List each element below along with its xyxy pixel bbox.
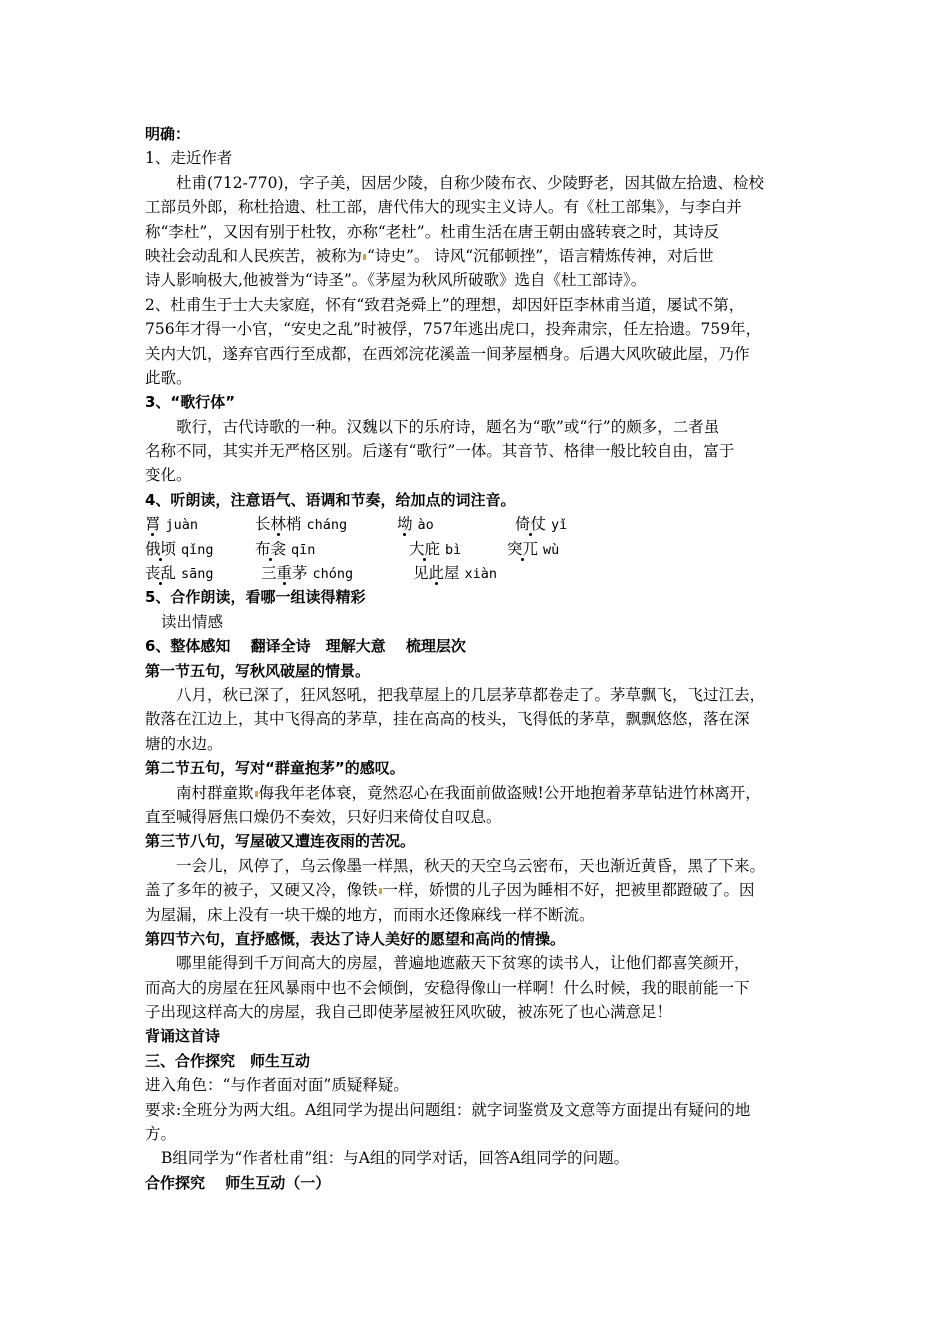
paragraph-line: 南村群童欺 侮我年老体衰，竟然忍心在我面前做盗贼!公开地抱着茅草钻进竹林离开， <box>176 783 761 802</box>
pinyin-item <box>397 512 434 537</box>
heading-cooperate-1: 合作探究 师生互动（一） <box>145 1173 331 1192</box>
paragraph-line: 读出情感 <box>161 612 224 631</box>
dotted-word: 大庇 <box>409 539 441 558</box>
pinyin-item <box>145 561 214 586</box>
heading-author: 1、走近作者 <box>145 149 233 168</box>
pinyin-item <box>409 537 461 562</box>
paragraph-line: 工部员外郎，称杜拾遗、杜工部，唐代伟大的现实主义诗人。有《杜工部集》，与李白并 <box>145 198 742 217</box>
dotted-word: 罥 <box>145 515 161 534</box>
paragraph-line: 关内大饥，遂弃官西行至成都，在西郊浣花溪盖一间茅屋栖身。后遇大风吹破此屋，乃作 <box>145 344 750 363</box>
dotted-word: 长林梢 <box>255 515 302 534</box>
pinyin-row <box>145 537 815 561</box>
paragraph-line: 八月，秋已深了，狂风怒吼，把我草屋上的几层茅草都卷走了。茅草飘飞，飞过江去， <box>176 685 766 704</box>
pinyin-item <box>507 537 559 562</box>
paragraph-line: 名称不同，其实并无严格区别。后遂有“歌行”一体。其音节、格律一般比较自由，富于 <box>145 442 735 461</box>
pinyin-text: juàn <box>165 517 199 534</box>
pinyin-text: qīn <box>291 541 316 558</box>
pinyin-text: sāng <box>181 566 214 583</box>
paragraph-line: 为屋漏，床上没有一块干燥的地方，而雨水还像麻线一样不断流。 <box>145 905 595 924</box>
heading-overall: 6、整体感知 翻译全诗 理解大意 梳理层次 <box>145 637 466 656</box>
paragraph-line: 756年才得一小官，“安史之乱”时被俘，757年逃出虎口，投奔肃宗，任左拾遗。759年， <box>145 320 762 339</box>
paragraph-line: 要求:全班分为两大组。A组同学为提出问题组：就字词鉴赏及文意等方面提出有疑问的地 <box>145 1100 751 1119</box>
pinyin-text: xiàn <box>464 566 498 583</box>
paragraph-line: 哪里能得到千万间高大的房屋，普遍地遮蔽天下贫寒的读书人，让他们都喜笑颜开， <box>176 954 750 973</box>
pinyin-text: bì <box>445 541 462 558</box>
section-heading-4: 第四节六句，直抒感慨，表达了诗人美好的愿望和高尚的情操。 <box>145 929 566 948</box>
dotted-word: 丧乱 <box>145 564 177 583</box>
pinyin-item <box>413 561 497 586</box>
paragraph-line: 散落在江边上，其中飞得高的茅草，挂在高高的枝头，飞得低的茅草，飘飘悠悠，落在深 <box>145 710 750 729</box>
pinyin-item <box>145 512 198 537</box>
heading-genre: 3、“歌行体” <box>145 393 236 412</box>
paragraph-line: 杜甫(712-770)，字子美，因居少陵，自称少陵布衣、少陵野老，因其做左拾遗、检校 <box>176 173 765 192</box>
paragraph-line: 子出现这样高大的房屋，我自己即使茅屋被狂风吹破，被冻死了也心满意足！ <box>145 1003 673 1022</box>
edit-mark <box>363 254 366 260</box>
pinyin-text: yǐ <box>551 517 568 534</box>
paragraph-line: B组同学为“作者杜甫”组：与A组的同学对话，回答A组同学的问题。 <box>161 1149 630 1168</box>
paragraph-line: 塘的水边。 <box>145 734 223 753</box>
paragraph-line: 方。 <box>145 1125 177 1144</box>
edit-mark <box>255 791 258 797</box>
section-heading-3: 第三节八句，写屋破又遭连夜雨的苦况。 <box>145 832 416 851</box>
pinyin-item <box>261 561 353 586</box>
paragraph-line: 一会儿，风停了，乌云像墨一样黑，秋天的天空乌云密布，天也渐近黄昏，黑了下来。 <box>176 856 766 875</box>
document-page <box>145 122 815 1195</box>
pinyin-text: qǐng <box>181 541 214 558</box>
paragraph-line: 歌行，古代诗歌的一种。汉魏以下的乐府诗，题名为“歌”或“行”的颇多，二者虽 <box>176 417 720 436</box>
heading-recite: 背诵这首诗 <box>145 1027 221 1046</box>
edit-mark <box>379 888 382 894</box>
pinyin-text: cháng <box>306 517 348 534</box>
dotted-word: 三重茅 <box>261 564 308 583</box>
paragraph-line: 映社会动乱和人民疾苦，被称为 “诗史”。 诗风“沉郁顿挫”，语言精炼传神，对后世 <box>145 246 714 265</box>
pinyin-text: wù <box>543 541 560 558</box>
pinyin-item <box>255 537 315 562</box>
dotted-word: 突兀 <box>507 539 539 558</box>
paragraph-line: 2、杜甫生于士大夫家庭，怀有“致君尧舜上”的理想，却因奸臣李林甫当道，屡试不第， <box>145 295 745 314</box>
pinyin-item <box>515 512 567 537</box>
paragraph-line: 而高大的房屋在狂风暴雨中也不会倾倒，安稳得像山一样啊！什么时候，我的眼前能一下 <box>145 978 750 997</box>
dotted-word: 倚仗 <box>515 515 547 534</box>
dotted-word: 见此屋 <box>413 564 460 583</box>
heading-clarify: 明确： <box>145 125 191 143</box>
pinyin-text: ào <box>417 517 434 534</box>
pinyin-text: chóng <box>312 566 354 583</box>
paragraph-line: 进入角色：“与作者面对面”质疑释疑。 <box>145 1076 409 1095</box>
pinyin-row <box>145 512 815 536</box>
paragraph-line: 变化。 <box>145 466 192 485</box>
heading-reading: 4、听朗读，注意语气、语调和节奏，给加点的词注音。 <box>145 490 516 509</box>
paragraph-line: 称“李杜”，又因有别于杜牧，亦称“老杜”。杜甫生活在唐王朝由盛转衰之时，其诗反 <box>145 222 720 241</box>
pinyin-item <box>255 512 347 537</box>
pinyin-item <box>145 537 214 562</box>
dotted-word: 布衾 <box>255 539 287 558</box>
pinyin-table <box>145 512 815 585</box>
heading-cooperate: 三、合作探究 师生互动 <box>145 1051 311 1070</box>
paragraph-line: 盖了多年的被子，又硬又冷，像铁 一样，娇惯的儿子因为睡相不好，把被里都蹬破了。因 <box>145 881 755 900</box>
paragraph-line: 诗人影响极大,他被誉为“诗圣”。《茅屋为秋风所破歌》选自《杜工部诗》。 <box>145 271 647 290</box>
paragraph-line: 此歌。 <box>145 368 192 387</box>
heading-group-reading: 5、合作朗读，看哪一组读得精彩 <box>145 588 366 607</box>
pinyin-row <box>145 561 815 585</box>
dotted-word: 坳 <box>397 515 413 534</box>
section-heading-2: 第二节五句，写对“群童抱茅”的感叹。 <box>145 759 405 778</box>
dotted-word: 俄顷 <box>145 539 177 558</box>
section-heading-1: 第一节五句，写秋风破屋的情景。 <box>145 661 371 680</box>
paragraph-line: 直至喊得唇焦口燥仍不奏效，只好归来倚仗自叹息。 <box>145 807 502 826</box>
